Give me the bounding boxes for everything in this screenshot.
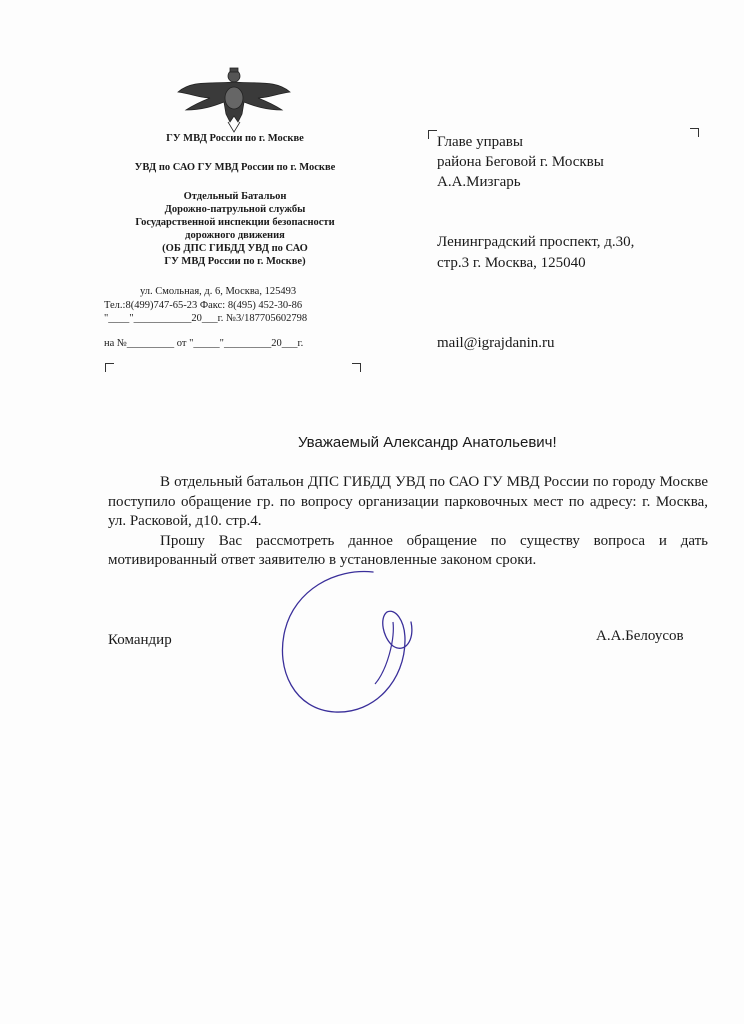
signer-name: А.А.Белоусов [596,628,684,644]
corner-mark [105,363,114,372]
signer-title: Командир [108,632,172,648]
corner-mark [428,130,437,139]
letter-greeting: Уважаемый Александр Анатольевич! [298,434,557,451]
handwritten-signature [255,560,435,720]
recipient-name: А.А.Мизгарь [437,174,521,190]
sender-ministry: ГУ МВД России по г. Москве [166,133,304,144]
sender-battalion-line: Государственной инспекции безопасности [135,217,335,228]
sender-organization [100,132,370,268]
sender-address: ул. Смольная, д. 6, Москва, 125493 [140,286,297,297]
recipient-district: района Беговой г. Москвы [437,154,604,170]
recipient-address-line: Ленинградский проспект, д.30, [437,234,635,250]
outgoing-number: "____"___________20___г. №3/187705602798 [104,313,308,324]
recipient-address-line: стр.3 г. Москва, 125040 [437,255,586,271]
eagle-emblem-icon [170,62,298,134]
recipient-block [437,132,727,192]
corner-mark [352,363,361,372]
sender-contacts [104,285,359,326]
sender-battalion-line: (ОБ ДПС ГИБДД УВД по САО [162,243,308,254]
recipient-email: mail@igrajdanin.ru [437,335,555,351]
letter-body [108,473,708,571]
sender-battalion-line: ГУ МВД России по г. Москве) [164,256,306,267]
reply-reference: на №_________ от "_____"_________20___г. [104,338,304,349]
letter-paragraph: В отдельный батальон ДПС ГИБДД УВД по САО ГУ МВД России по городу Москве поступило обращение гр. по вопросу организации парковочных мест по адресу: г. Москва, ул. Расковой, д10. стр.4. [108,474,708,529]
sender-phones: Тел.:8(499)747-65-23 Факс: 8(495) 452-30-86 [104,299,303,311]
sender-directorate: УВД по САО ГУ МВД России по г. Москве [134,162,336,173]
recipient-address [437,232,727,274]
sender-battalion-line: Дорожно-патрульной службы [164,204,306,215]
recipient-position: Главе управы [437,134,523,150]
sender-battalion-line: дорожного движения [185,230,285,241]
sender-battalion-line: Отдельный Батальон [183,191,287,202]
letter-paragraph: Прошу Вас рассмотреть данное обращение по существу вопроса и дать мотивированный ответ заявителю в установленные законом сроки. [108,532,708,568]
